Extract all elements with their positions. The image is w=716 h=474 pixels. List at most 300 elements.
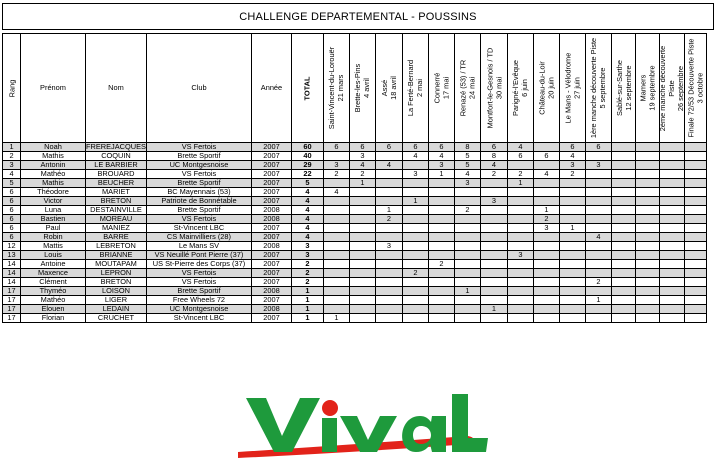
cell-score (611, 260, 635, 269)
cell-annee: 2008 (251, 287, 291, 296)
cell-score (428, 278, 454, 287)
cell-score: 1 (349, 179, 375, 188)
cell-club: Patriote de Bonnétable (146, 197, 251, 206)
cell-score (659, 287, 684, 296)
cell-rang: 2 (3, 152, 21, 161)
cell-score: 4 (507, 143, 533, 152)
header-race-8: Parigné-l'Evêque 6 juin (507, 34, 533, 143)
cell-score (659, 224, 684, 233)
cell-score (684, 260, 706, 269)
cell-score (659, 206, 684, 215)
cell-score (533, 296, 559, 305)
cell-score (507, 197, 533, 206)
cell-club: Free Wheels 72 (146, 296, 251, 305)
cell-score (507, 260, 533, 269)
cell-nom: BRETON (86, 278, 147, 287)
cell-nom: LOISON (86, 287, 147, 296)
cell-score (611, 215, 635, 224)
cell-score (659, 188, 684, 197)
cell-score (323, 197, 349, 206)
cell-club: UC Montgesnoise (146, 305, 251, 314)
cell-score: 5 (454, 161, 480, 170)
cell-score (659, 152, 684, 161)
cell-nom: CRUCHET (86, 314, 147, 323)
cell-score (585, 251, 611, 260)
cell-score: 6 (585, 143, 611, 152)
results-table (2, 33, 707, 323)
cell-score (611, 143, 635, 152)
cell-score (480, 242, 507, 251)
cell-rang: 6 (3, 224, 21, 233)
cell-score (480, 251, 507, 260)
cell-rang: 5 (3, 179, 21, 188)
cell-score: 4 (375, 161, 402, 170)
cell-score (480, 269, 507, 278)
cell-score (611, 152, 635, 161)
cell-total: 22 (291, 170, 323, 179)
cell-score (559, 305, 585, 314)
cell-score (659, 296, 684, 305)
cell-prenom: Antonin (21, 161, 86, 170)
cell-score (428, 269, 454, 278)
header-race-5: Connerré 17 mai (428, 34, 454, 143)
cell-prenom: Paul (21, 224, 86, 233)
cell-annee: 2007 (251, 269, 291, 278)
cell-club: Brette Sportif (146, 287, 251, 296)
cell-club: CS Mainvilliers (28) (146, 233, 251, 242)
cell-score (507, 287, 533, 296)
cell-club: US St-Pierre des Corps (37) (146, 260, 251, 269)
cell-score (585, 179, 611, 188)
cell-total: 2 (291, 260, 323, 269)
cell-score (428, 287, 454, 296)
cell-score (402, 251, 428, 260)
cell-total: 3 (291, 251, 323, 260)
cell-annee: 2007 (251, 296, 291, 305)
cell-annee: 2007 (251, 143, 291, 152)
cell-score (428, 206, 454, 215)
header-race-7: Montfort-le-Gesnois / TD 30 mai (480, 34, 507, 143)
cell-score: 4 (323, 188, 349, 197)
cell-score (684, 287, 706, 296)
cell-score (533, 242, 559, 251)
header-annee: Année (251, 34, 291, 143)
cell-annee: 2008 (251, 305, 291, 314)
cell-score (635, 188, 659, 197)
cell-score (635, 269, 659, 278)
cell-score (684, 179, 706, 188)
cell-score (454, 224, 480, 233)
cell-rang: 12 (3, 242, 21, 251)
cell-score: 4 (402, 152, 428, 161)
cell-score (402, 242, 428, 251)
cell-score (635, 215, 659, 224)
cell-score (659, 215, 684, 224)
cell-club: VS Fertois (146, 278, 251, 287)
cell-score (684, 233, 706, 242)
cell-score: 6 (402, 143, 428, 152)
cell-score (349, 215, 375, 224)
cell-total: 2 (291, 269, 323, 278)
cell-club: VS Fertois (146, 143, 251, 152)
cell-score (375, 251, 402, 260)
cell-nom: MARIET (86, 188, 147, 197)
cell-score (559, 278, 585, 287)
cell-total: 5 (291, 179, 323, 188)
cell-score (559, 242, 585, 251)
cell-club: VS Fertois (146, 269, 251, 278)
cell-rang: 3 (3, 161, 21, 170)
cell-score (611, 197, 635, 206)
cell-prenom: Théodore (21, 188, 86, 197)
cell-score (635, 161, 659, 170)
cell-score (349, 224, 375, 233)
cell-score (659, 269, 684, 278)
cell-score: 3 (559, 161, 585, 170)
cell-rang: 17 (3, 305, 21, 314)
cell-prenom: Louis (21, 251, 86, 260)
cell-score (635, 242, 659, 251)
logo-letter-l (452, 394, 488, 452)
cell-score (684, 188, 706, 197)
cell-score: 1 (428, 170, 454, 179)
cell-score (611, 296, 635, 305)
cell-score (559, 296, 585, 305)
cell-prenom: Mathéo (21, 170, 86, 179)
cell-score (659, 197, 684, 206)
cell-score (349, 296, 375, 305)
cell-score (428, 314, 454, 323)
header-race-3: Assé 18 avril (375, 34, 402, 143)
cell-total: 4 (291, 206, 323, 215)
cell-rang: 14 (3, 269, 21, 278)
cell-score (349, 251, 375, 260)
header-race-4: La Ferté-Bernard 2 mai (402, 34, 428, 143)
cell-score (375, 305, 402, 314)
cell-score (428, 215, 454, 224)
cell-score: 1 (559, 224, 585, 233)
cell-score (533, 287, 559, 296)
cell-score (507, 206, 533, 215)
cell-score (684, 215, 706, 224)
cell-annee: 2007 (251, 188, 291, 197)
cell-nom: LEBRETON (86, 242, 147, 251)
page-title: CHALLENGE DEPARTEMENTAL - POUSSINS (2, 3, 714, 30)
cell-score (402, 224, 428, 233)
cell-prenom: Elouen (21, 305, 86, 314)
cell-score (375, 269, 402, 278)
cell-club: BC Mayennais (53) (146, 188, 251, 197)
cell-score: 5 (454, 152, 480, 161)
cell-score (402, 179, 428, 188)
cell-score: 6 (428, 143, 454, 152)
cell-score: 2 (402, 269, 428, 278)
cell-annee: 2007 (251, 260, 291, 269)
cell-score (659, 143, 684, 152)
cell-score (559, 314, 585, 323)
cell-score: 1 (323, 314, 349, 323)
cell-score (684, 152, 706, 161)
cell-prenom: Maxence (21, 269, 86, 278)
cell-score (635, 278, 659, 287)
cell-score (611, 314, 635, 323)
cell-score: 2 (507, 170, 533, 179)
cell-score: 2 (480, 170, 507, 179)
cell-rang: 4 (3, 170, 21, 179)
cell-prenom: Mathis (21, 179, 86, 188)
cell-score (349, 269, 375, 278)
cell-score (323, 251, 349, 260)
cell-rang: 14 (3, 278, 21, 287)
cell-rang: 6 (3, 206, 21, 215)
cell-nom: COQUIN (86, 152, 147, 161)
cell-score (585, 170, 611, 179)
cell-score (402, 287, 428, 296)
header-race-13: Mamers 19 septembre (635, 34, 659, 143)
cell-total: 60 (291, 143, 323, 152)
cell-score (533, 260, 559, 269)
cell-score (428, 242, 454, 251)
cell-score (402, 215, 428, 224)
cell-score (402, 314, 428, 323)
cell-score (349, 314, 375, 323)
cell-score (349, 197, 375, 206)
cell-score: 2 (585, 278, 611, 287)
header-race-6: Renazé (53) / TR 24 mai (454, 34, 480, 143)
cell-score: 4 (454, 170, 480, 179)
cell-score: 3 (428, 161, 454, 170)
cell-club: Le Mans SV (146, 242, 251, 251)
header-row (3, 34, 707, 143)
cell-score: 6 (375, 143, 402, 152)
cell-score (559, 206, 585, 215)
cell-score (507, 215, 533, 224)
logo-i-dot (322, 400, 338, 416)
cell-score (323, 224, 349, 233)
cell-club: Brette Sportif (146, 152, 251, 161)
cell-score: 2 (533, 215, 559, 224)
cell-score (507, 188, 533, 197)
cell-score (611, 170, 635, 179)
cell-club: Brette Sportif (146, 206, 251, 215)
cell-nom: DESTAINVILLE (86, 206, 147, 215)
cell-score (585, 197, 611, 206)
cell-prenom: Clément (21, 278, 86, 287)
cell-annee: 2007 (251, 197, 291, 206)
cell-score (454, 233, 480, 242)
cell-score (635, 224, 659, 233)
cell-rang: 17 (3, 287, 21, 296)
cell-score (323, 206, 349, 215)
cell-score: 4 (533, 170, 559, 179)
cell-total: 4 (291, 215, 323, 224)
cell-nom: FREREJACQUES (86, 142, 146, 151)
cell-score (480, 215, 507, 224)
cell-total: 3 (291, 242, 323, 251)
cell-nom: LE BARBIER (86, 161, 147, 170)
cell-club: VS Fertois (146, 170, 251, 179)
cell-annee: 2007 (251, 278, 291, 287)
cell-nom: BEUCHER (86, 179, 147, 188)
cell-score (323, 233, 349, 242)
cell-score: 3 (480, 197, 507, 206)
cell-score (659, 260, 684, 269)
cell-score (375, 287, 402, 296)
cell-score (533, 251, 559, 260)
cell-rang: 6 (3, 188, 21, 197)
cell-score (323, 269, 349, 278)
cell-score (611, 188, 635, 197)
cell-score (507, 305, 533, 314)
cell-score (375, 296, 402, 305)
cell-score: 3 (323, 161, 349, 170)
cell-total: 4 (291, 197, 323, 206)
cell-score (684, 143, 706, 152)
cell-score (635, 260, 659, 269)
cell-score (635, 206, 659, 215)
cell-score (611, 278, 635, 287)
header-prenom: Prénom (21, 34, 86, 143)
cell-score (323, 215, 349, 224)
vival-logo (0, 378, 716, 474)
cell-score: 2 (323, 170, 349, 179)
cell-score (323, 278, 349, 287)
cell-score (480, 206, 507, 215)
cell-score (559, 269, 585, 278)
cell-score (611, 269, 635, 278)
cell-score (349, 233, 375, 242)
cell-score: 3 (349, 152, 375, 161)
cell-score: 6 (507, 152, 533, 161)
cell-score (611, 287, 635, 296)
cell-score (684, 251, 706, 260)
cell-prenom: Robin (21, 233, 86, 242)
cell-prenom: Antoine (21, 260, 86, 269)
cell-score (507, 314, 533, 323)
cell-score: 8 (480, 152, 507, 161)
cell-score: 4 (349, 161, 375, 170)
cell-score (659, 233, 684, 242)
cell-score (659, 170, 684, 179)
cell-rang: 17 (3, 296, 21, 305)
cell-annee: 2007 (251, 152, 291, 161)
cell-score: 3 (507, 251, 533, 260)
cell-score (635, 314, 659, 323)
cell-score (349, 260, 375, 269)
cell-score (402, 305, 428, 314)
cell-score (375, 314, 402, 323)
cell-score (611, 206, 635, 215)
cell-total: 1 (291, 314, 323, 323)
cell-score (323, 296, 349, 305)
cell-prenom: Victor (21, 197, 86, 206)
cell-annee: 2007 (251, 233, 291, 242)
cell-score (375, 260, 402, 269)
cell-prenom: Noah (21, 143, 86, 152)
cell-score (428, 296, 454, 305)
cell-score (635, 143, 659, 152)
cell-score (480, 224, 507, 233)
cell-score (533, 179, 559, 188)
cell-score: 6 (349, 143, 375, 152)
cell-score (684, 278, 706, 287)
cell-score (428, 188, 454, 197)
cell-score (684, 206, 706, 215)
cell-score (611, 161, 635, 170)
cell-score (659, 251, 684, 260)
cell-score (507, 233, 533, 242)
cell-nom: MOREAU (86, 215, 147, 224)
cell-score (375, 188, 402, 197)
cell-total: 29 (291, 161, 323, 170)
header-nom: Nom (86, 34, 147, 143)
cell-annee: 2007 (251, 170, 291, 179)
cell-score: 6 (480, 143, 507, 152)
cell-score: 3 (585, 161, 611, 170)
cell-score (480, 233, 507, 242)
cell-score (684, 296, 706, 305)
cell-total: 1 (291, 296, 323, 305)
header-race-11: 1ère manche découverte Piste 5 septembre (585, 34, 611, 143)
cell-score: 2 (428, 260, 454, 269)
cell-score (480, 260, 507, 269)
cell-nom: MANIEZ (86, 224, 147, 233)
cell-nom: BROUARD (86, 170, 147, 179)
cell-score (428, 224, 454, 233)
cell-rang: 6 (3, 233, 21, 242)
cell-score (533, 233, 559, 242)
cell-score (635, 170, 659, 179)
cell-annee: 2007 (251, 224, 291, 233)
cell-rang: 14 (3, 260, 21, 269)
cell-club: VS Fertois (146, 215, 251, 224)
cell-score (585, 188, 611, 197)
cell-score (349, 242, 375, 251)
cell-score (635, 233, 659, 242)
header-race-15: Finale 72/53 Découverte Piste 3 octobre (684, 34, 706, 143)
cell-prenom: Mathéo (21, 296, 86, 305)
cell-score: 2 (559, 170, 585, 179)
cell-annee: 2007 (251, 161, 291, 170)
header-total: TOTAL (291, 34, 323, 143)
header-club: Club (146, 34, 251, 143)
cell-score (402, 278, 428, 287)
cell-score (684, 161, 706, 170)
cell-score (349, 287, 375, 296)
cell-club: St-Vincent LBC (146, 314, 251, 323)
cell-score: 6 (559, 143, 585, 152)
cell-score (402, 296, 428, 305)
cell-score (428, 233, 454, 242)
cell-prenom: Mattis (21, 242, 86, 251)
cell-score (659, 161, 684, 170)
cell-score: 3 (402, 170, 428, 179)
cell-annee: 2008 (251, 206, 291, 215)
cell-score (533, 314, 559, 323)
cell-score: 1 (375, 206, 402, 215)
cell-score (684, 224, 706, 233)
cell-score: 8 (454, 143, 480, 152)
cell-total: 1 (291, 305, 323, 314)
cell-score (480, 314, 507, 323)
cell-score (349, 305, 375, 314)
cell-score (585, 260, 611, 269)
cell-score (323, 287, 349, 296)
cell-score: 1 (507, 179, 533, 188)
cell-prenom: Florian (21, 314, 86, 323)
cell-score: 1 (480, 305, 507, 314)
cell-score (585, 206, 611, 215)
